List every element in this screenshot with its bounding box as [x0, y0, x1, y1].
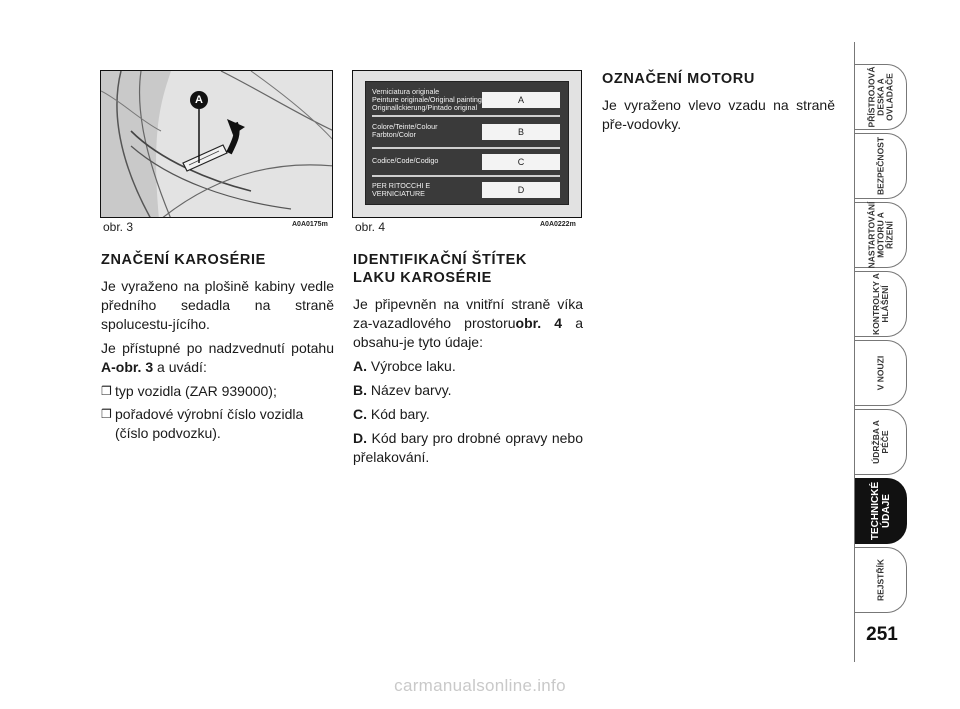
- body-marking-paragraph: Je vyraženo na plošině kabiny vedle předního sedadla na straně spolucestu-jícího.: [101, 278, 334, 332]
- checkbox-bullet-icon: ❒: [101, 384, 112, 398]
- list-item: [353, 381, 583, 400]
- heading-line: LAKU KAROSÉRIE: [353, 270, 492, 286]
- figure-4-image: [352, 70, 582, 218]
- sidebar-tab[interactable]: [855, 478, 907, 544]
- text-span: Je přístupné po nadzvednutí potahu: [101, 340, 334, 356]
- engine-marking-paragraph: Je vyraženo vlevo vzadu na straně pře-vodovky.: [602, 97, 835, 132]
- figure-3-code: A0A0175m: [292, 221, 328, 228]
- item-key: C.: [353, 406, 367, 422]
- label-row-text: VERNICIATURE: [372, 189, 425, 198]
- section-heading-paint-label: [353, 251, 583, 287]
- label-row-text: PER RITOCCHI E: [372, 181, 431, 190]
- sidebar-tab[interactable]: [855, 271, 907, 337]
- callout-a-label: A: [195, 94, 203, 106]
- label-box-b: B: [482, 124, 560, 140]
- list-item: [353, 429, 583, 467]
- sidebar-tab[interactable]: [855, 202, 907, 268]
- item-key: B.: [353, 382, 367, 398]
- sidebar-tab[interactable]: [855, 64, 907, 130]
- list-item: [101, 382, 334, 401]
- label-box-a: A: [482, 92, 560, 108]
- paint-label-row-a: [372, 87, 560, 113]
- column-paint-label: [353, 251, 583, 472]
- figure-3-caption: obr. 3: [103, 220, 134, 234]
- section-heading-engine-marking: OZNAČENÍ MOTORU: [602, 71, 755, 87]
- list-item-text: pořadové výrobní číslo vozidla (číslo podvozku).: [115, 406, 304, 441]
- label-divider: [372, 115, 560, 117]
- paint-label-row-b: [372, 119, 560, 145]
- label-box-d: D: [482, 182, 560, 198]
- figure-3-image: [100, 70, 333, 218]
- item-text: Kód bary.: [367, 406, 430, 422]
- sidebar-tab-label: PŘÍSTROJOVÁ DESKA A OVLADAČE: [866, 66, 894, 128]
- sidebar-tab-label: NASTARTOVÁNÍ MOTORU A ŘÍZENÍ: [866, 201, 894, 269]
- figure-reference: A-obr. 3: [101, 359, 154, 375]
- body-marking-illustration: [101, 71, 333, 218]
- label-row-text: Peinture originale/Original painting: [372, 95, 482, 104]
- sidebar-tab-label: TECHNICKÉ ÚDAJE: [869, 481, 892, 541]
- list-item: [353, 405, 583, 424]
- item-text: Kód bary pro drobné opravy nebo přelakování.: [353, 430, 583, 465]
- body-marking-access-paragraph: [101, 339, 334, 377]
- sidebar-tab-label: V NOUZI: [875, 355, 885, 391]
- figure-4-code: A0A0222m: [540, 221, 576, 228]
- watermark: carmanualsonline.info: [394, 676, 566, 695]
- paint-label: [365, 81, 569, 205]
- text-span: a uvádí:: [153, 359, 207, 375]
- item-text: Výrobce laku.: [367, 358, 456, 374]
- label-row-text: Farbton/Color: [372, 130, 416, 139]
- sidebar-tab[interactable]: [855, 340, 907, 406]
- item-key: A.: [353, 358, 367, 374]
- sidebar-tab-label: KONTROLKY A HLÁŠENÍ: [870, 273, 890, 335]
- sidebar-tab[interactable]: [855, 547, 907, 613]
- figure-reference: obr. 4: [515, 315, 563, 331]
- label-divider: [372, 147, 560, 149]
- sidebar-tab-label: ÚDRŽBA A PÉČE: [870, 420, 890, 464]
- label-row-text: Codice/Code/Codigo: [372, 156, 439, 165]
- list-item-text: typ vozidla (ZAR 939000);: [115, 383, 277, 399]
- paint-label-paragraph: [353, 295, 583, 352]
- column-body-marking: [101, 251, 334, 447]
- label-divider: [372, 175, 560, 177]
- list-item: [353, 357, 583, 376]
- label-row-text: Verniciatura originale: [372, 87, 440, 96]
- paint-label-row-d: [372, 179, 560, 201]
- list-item: [101, 405, 334, 443]
- sidebar-tab[interactable]: [855, 133, 907, 199]
- label-row-text: Colore/Teinte/Colour: [372, 122, 438, 131]
- column-engine-marking: [602, 70, 835, 139]
- heading-line: IDENTIFIKAČNÍ ŠTÍTEK: [353, 252, 527, 268]
- text-span: a obsahu-je tyto údaje:: [353, 315, 583, 350]
- text-span: Je připevněn na vnitřní straně víka za-vazadlového prostoru: [353, 296, 583, 331]
- page-number: 251: [866, 624, 898, 645]
- item-key: D.: [353, 430, 367, 446]
- paint-label-row-c: [372, 151, 560, 173]
- section-heading-body-marking: ZNAČENÍ KAROSÉRIE: [101, 252, 266, 268]
- label-row-text: Originallckierung/Pintado original: [372, 103, 478, 112]
- sidebar-tab-label: REJSTŘÍK: [875, 558, 885, 602]
- item-text: Název barvy.: [367, 382, 452, 398]
- sidebar-tab-label: BEZPEČNOST: [875, 136, 885, 196]
- figure-4-caption: obr. 4: [355, 220, 386, 234]
- label-box-c: C: [482, 154, 560, 170]
- sidebar-tab[interactable]: [855, 409, 907, 475]
- checkbox-bullet-icon: ❒: [101, 407, 112, 421]
